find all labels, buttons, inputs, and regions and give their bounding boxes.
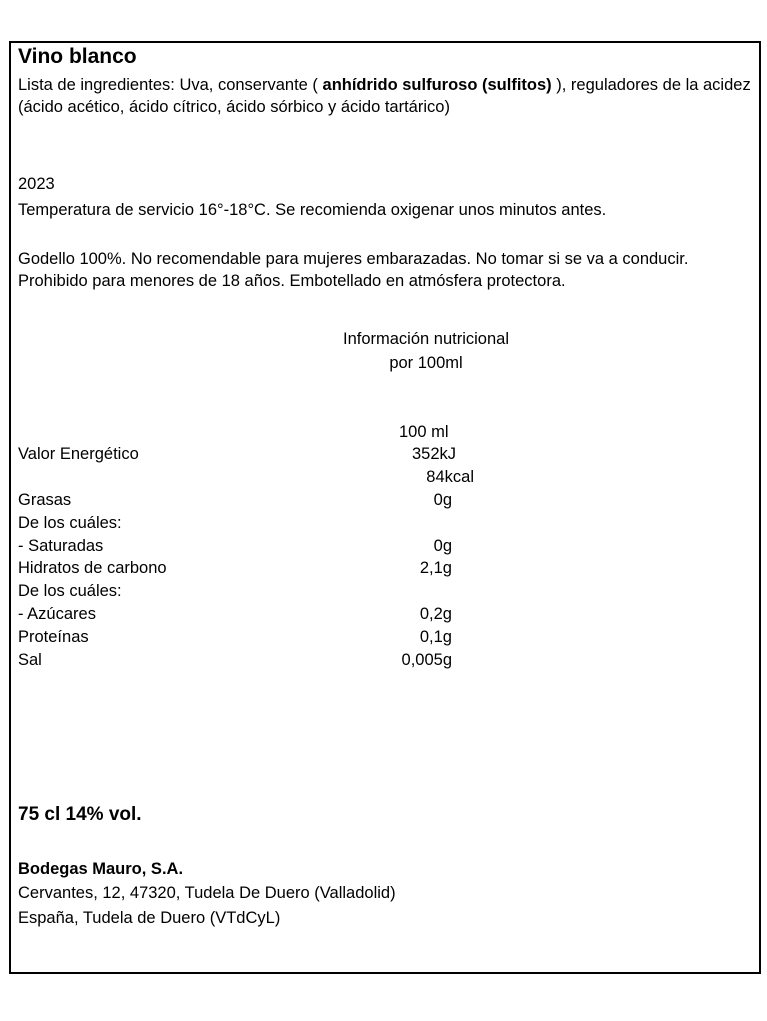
ingredients-text xyxy=(18,74,753,118)
nutrition-row-value: 0,2g xyxy=(419,605,452,623)
allergen-sulfites: anhídrido sulfuroso (sulfitos) xyxy=(322,76,552,94)
nutrition-row-label: De los cuáles: xyxy=(18,514,122,532)
nutrition-row-value: 2,1g xyxy=(419,559,452,577)
nutrition-row-label: Proteínas xyxy=(18,628,89,646)
nutrition-row-label: Sal xyxy=(18,651,42,669)
wine-label xyxy=(9,41,761,974)
wine-notes: Godello 100%. No recomendable para mujeres embarazadas. No tomar si se va a conducir. Prohibido para menores de 18 años. Embotellado en atmósfera protectora. xyxy=(18,250,689,290)
nutrition-row-label: De los cuáles: xyxy=(18,582,122,600)
producer-name: Bodegas Mauro, S.A. xyxy=(18,860,184,878)
nutrition-row-label: Valor Energético xyxy=(18,445,139,463)
volume-alcohol: 75 cl 14% vol. xyxy=(18,804,142,825)
nutrition-subheading: por 100ml xyxy=(389,354,463,372)
product-title: Vino blanco xyxy=(18,45,137,68)
nutrition-row-label: Grasas xyxy=(18,491,72,509)
nutrition-row-value: 0,005g xyxy=(401,651,452,669)
ingredients-suffix: ), reguladores de la acidez (ácido acético, ácido cítrico, ácido sórbico y ácido tartárico) xyxy=(18,76,751,116)
nutrition-row-label: - Saturadas xyxy=(18,537,104,555)
service-temperature: Temperatura de servicio 16°-18°C. Se recomienda oxigenar unos minutos antes. xyxy=(18,201,607,219)
nutrition-row-value: 352kJ xyxy=(411,445,456,463)
nutrition-row-value: 0g xyxy=(433,491,452,509)
producer-origin: España, Tudela de Duero (VTdCyL) xyxy=(18,909,281,927)
nutrition-row-value: 0,1g xyxy=(419,628,452,646)
nutrition-column-header: 100 ml xyxy=(399,423,449,441)
nutrition-row-label: - Azúcares xyxy=(18,605,96,623)
nutrition-row-value: 0g xyxy=(433,537,452,555)
ingredients-prefix: Lista de ingredientes: Uva, conservante ( xyxy=(18,76,323,94)
nutrition-heading: Información nutricional xyxy=(343,330,509,348)
nutrition-row-value: 84kcal xyxy=(426,468,474,486)
nutrition-row-label: Hidratos de carbono xyxy=(18,559,167,577)
producer-address: Cervantes, 12, 47320, Tudela De Duero (Valladolid) xyxy=(18,884,396,902)
vintage-year: 2023 xyxy=(18,175,55,193)
